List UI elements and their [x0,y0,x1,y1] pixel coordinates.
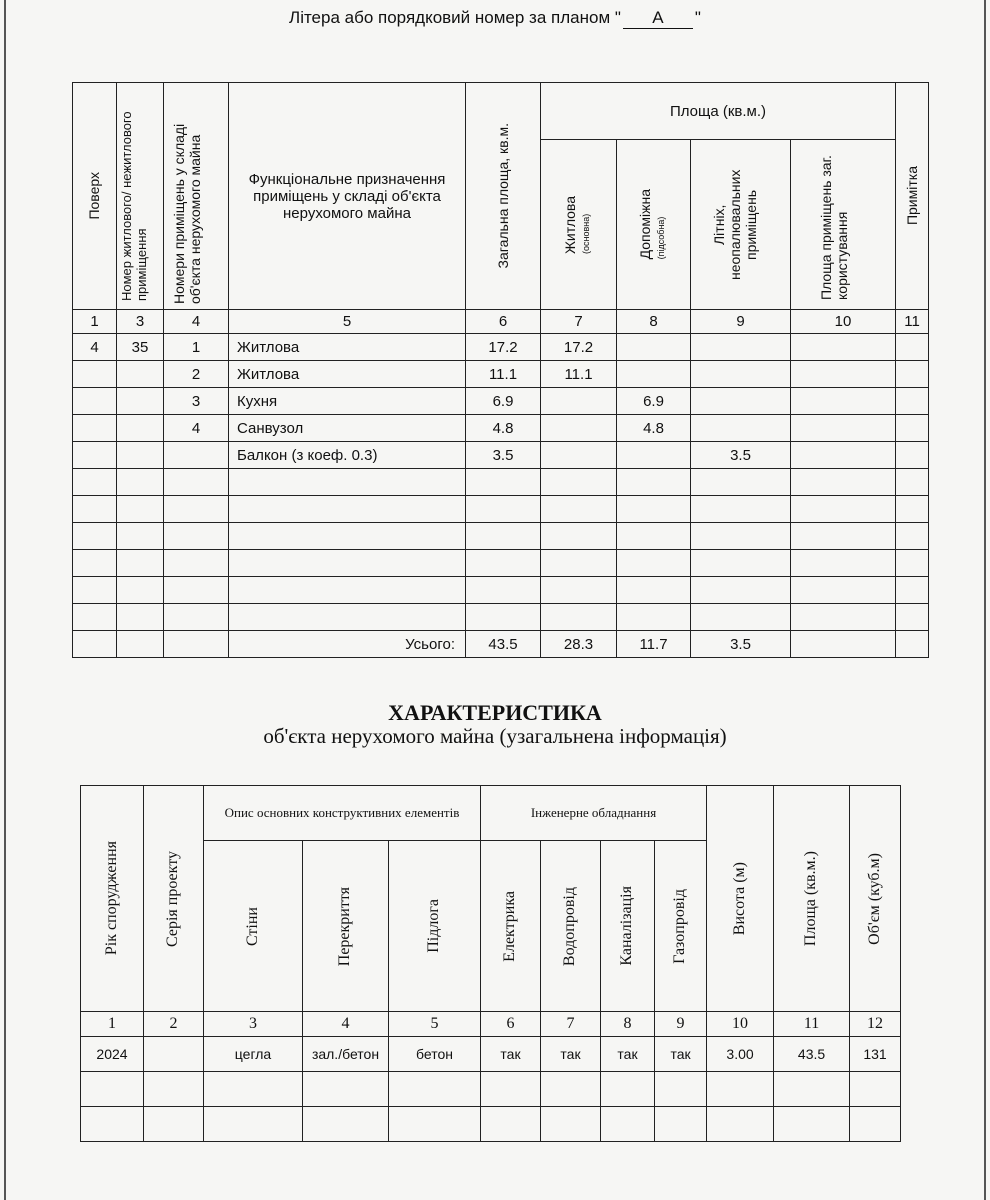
table-cell: Санвузол [229,415,466,442]
table-cell [117,415,164,442]
total-row [73,631,929,658]
table-cell [896,631,929,658]
table-cell [541,442,617,469]
table-cell [791,631,896,658]
table-cell: так [655,1037,707,1072]
column-number: 2 [144,1012,204,1037]
column-number: 3 [204,1012,303,1037]
header-volume: Об'єм (куб.м) [850,786,901,1012]
table-cell [229,577,466,604]
table-cell [896,334,929,361]
header-apt-no: Номер житлового/ нежитлового приміщення [117,83,164,310]
table-cell [541,604,617,631]
total-summer: 3.5 [691,631,791,658]
table-cell [691,469,791,496]
table-cell: 2 [164,361,229,388]
plan-letter-value: А [623,8,693,29]
table-cell: бетон [389,1037,481,1072]
header-aux: Допоміжна (підсобна) [617,140,691,310]
table-cell [896,415,929,442]
table-cell [541,415,617,442]
column-number: 10 [791,310,896,334]
table-cell [164,631,229,658]
table-cell: 6.9 [466,388,541,415]
table-row-empty [73,550,929,577]
header-floor-type: Підлога [389,841,481,1012]
table-cell [117,469,164,496]
table-cell: Житлова [229,361,466,388]
column-number: 10 [707,1012,774,1037]
table-cell [541,388,617,415]
table-cell [466,469,541,496]
table-cell [896,442,929,469]
table-cell [73,361,117,388]
table-cell: так [601,1037,655,1072]
table-cell: 4 [73,334,117,361]
table-cell [791,604,896,631]
table-row-empty [81,1107,901,1142]
table-cell: 3.5 [466,442,541,469]
table-cell [791,442,896,469]
table-cell: цегла [204,1037,303,1072]
table-cell: 17.2 [541,334,617,361]
table-cell [117,523,164,550]
table-cell [617,496,691,523]
header-electric: Електрика [481,841,541,1012]
table-cell: 3.00 [707,1037,774,1072]
table-cell [73,469,117,496]
plan-letter-label: Літера або порядковий номер за планом " [289,8,621,27]
table-cell [466,523,541,550]
column-number: 5 [229,310,466,334]
column-number: 9 [655,1012,707,1037]
column-number: 8 [617,310,691,334]
table-cell [691,361,791,388]
table-cell [691,415,791,442]
table-cell [164,550,229,577]
table-cell [73,523,117,550]
column-number: 3 [117,310,164,334]
table-cell: 11.1 [541,361,617,388]
table-cell [73,604,117,631]
header-ceilings: Перекриття [303,841,389,1012]
column-number: 5 [389,1012,481,1037]
table-cell: Кухня [229,388,466,415]
plan-letter-line [0,8,990,29]
header-living: Житлова (основна) [541,140,617,310]
total-label: Усього: [229,631,466,658]
characteristics-subtitle: об'єкта нерухомого майна (узагальнена інформація) [263,724,727,748]
header-total-area: Загальна площа, кв.м. [466,83,541,310]
table-cell [164,469,229,496]
table-cell [466,550,541,577]
table-cell [466,496,541,523]
table-cell [691,523,791,550]
table-cell [117,604,164,631]
header-area-group: Площа (кв.м.) [541,83,896,140]
table-cell [466,604,541,631]
table-cell [617,334,691,361]
column-number: 11 [896,310,929,334]
table-cell: 11.1 [466,361,541,388]
table-cell: 4 [164,415,229,442]
column-number: 7 [541,1012,601,1037]
table-row-empty [73,496,929,523]
plan-letter-quote: " [694,8,701,27]
column-number: 9 [691,310,791,334]
total-total: 43.5 [466,631,541,658]
table-cell [73,415,117,442]
header-floor: Поверх [73,83,117,310]
table-cell [896,469,929,496]
table-row [73,361,929,388]
table-cell [691,388,791,415]
table-cell [896,550,929,577]
table-cell [229,550,466,577]
table-cell [791,469,896,496]
column-number: 4 [303,1012,389,1037]
table-cell [541,469,617,496]
table-row-empty [81,1072,901,1107]
table-cell [617,604,691,631]
header-room-nos: Номери приміщень у складі об'єкта нерухомого майна [164,83,229,310]
table-cell [73,442,117,469]
table-cell [617,469,691,496]
table-row-empty [73,469,929,496]
table-cell [117,631,164,658]
table-cell [541,496,617,523]
table-cell [73,550,117,577]
table-cell [144,1037,204,1072]
table-cell [691,550,791,577]
table-cell: 4.8 [617,415,691,442]
table-cell [73,496,117,523]
table-cell [117,442,164,469]
table-cell [896,496,929,523]
table-cell: 17.2 [466,334,541,361]
table-row [81,1037,901,1072]
table-cell [541,577,617,604]
table-cell [791,388,896,415]
table-cell [617,361,691,388]
characteristics-table [80,785,901,1142]
table-cell: зал./бетон [303,1037,389,1072]
column-number: 6 [466,310,541,334]
table-cell [691,496,791,523]
table-cell: так [541,1037,601,1072]
column-number: 8 [601,1012,655,1037]
table-cell [117,550,164,577]
table-cell: 35 [117,334,164,361]
table-cell: 131 [850,1037,901,1072]
table-cell [617,442,691,469]
header-construct-group: Опис основних конструктивних елементів [204,786,481,841]
column-number: 4 [164,310,229,334]
table-cell [896,523,929,550]
table-cell [229,523,466,550]
table-cell [229,469,466,496]
header-year: Рік спорудження [81,786,144,1012]
table-cell: Балкон (з коеф. 0.3) [229,442,466,469]
table-cell [541,550,617,577]
table-cell: Житлова [229,334,466,361]
column-number: 1 [73,310,117,334]
table-row [73,334,929,361]
table-cell: 43.5 [774,1037,850,1072]
header-sewer: Каналізація [601,841,655,1012]
table-cell: 3 [164,388,229,415]
table-cell [617,523,691,550]
table-cell [896,604,929,631]
table-cell: так [481,1037,541,1072]
table-cell [541,523,617,550]
header-area: Площа (кв.м.) [774,786,850,1012]
table-cell: 3.5 [691,442,791,469]
table-cell [617,577,691,604]
table-cell [896,388,929,415]
table-cell: 2024 [81,1037,144,1072]
page-edge-right [984,0,986,1200]
table-cell [164,577,229,604]
table-row [73,388,929,415]
table-cell [164,604,229,631]
table-cell [117,496,164,523]
header-common: Площа приміщень заг. користування [791,140,896,310]
table-cell [229,496,466,523]
header-note: Примітка [896,83,929,310]
table-cell: 4.8 [466,415,541,442]
total-aux: 11.7 [617,631,691,658]
table-row-empty [73,523,929,550]
column-number: 12 [850,1012,901,1037]
header-purpose: Функціональне призначення приміщень у складі об'єкта нерухомого майна [229,83,466,310]
column-numbers-row [81,1012,901,1037]
table-cell [73,577,117,604]
rooms-area-table [72,82,929,658]
table-cell [617,550,691,577]
header-eng-group: Інженерне обладнання [481,786,707,841]
table-row-empty [73,604,929,631]
table-cell [691,577,791,604]
table-cell [896,361,929,388]
header-water: Водопровід [541,841,601,1012]
table-row-empty [73,577,929,604]
table-cell [466,577,541,604]
column-numbers-row [73,310,929,334]
table-cell [73,388,117,415]
column-number: 1 [81,1012,144,1037]
header-summer: Літніх, неопалювальних приміщень [691,140,791,310]
table-cell [791,361,896,388]
table-cell [896,577,929,604]
table-row [73,442,929,469]
table-cell [791,523,896,550]
table-cell [117,388,164,415]
table-cell [73,631,117,658]
table-cell [791,550,896,577]
table-cell [791,415,896,442]
header-gas: Газопровід [655,841,707,1012]
table-cell [791,496,896,523]
table-cell [164,523,229,550]
header-walls: Стіни [204,841,303,1012]
table-cell [164,496,229,523]
table-cell: 1 [164,334,229,361]
column-number: 11 [774,1012,850,1037]
table-cell [691,334,791,361]
column-number: 6 [481,1012,541,1037]
table-cell [791,577,896,604]
table-row [73,415,929,442]
characteristics-title: ХАРАКТЕРИСТИКА [388,700,602,725]
table-cell: 6.9 [617,388,691,415]
header-series: Серія проекту [144,786,204,1012]
header-height: Висота (м) [707,786,774,1012]
table-cell [791,334,896,361]
total-living: 28.3 [541,631,617,658]
table-cell [117,577,164,604]
page-edge-left [4,0,6,1200]
table-cell [117,361,164,388]
column-number: 7 [541,310,617,334]
table-cell [164,442,229,469]
table-cell [691,604,791,631]
table-cell [229,604,466,631]
